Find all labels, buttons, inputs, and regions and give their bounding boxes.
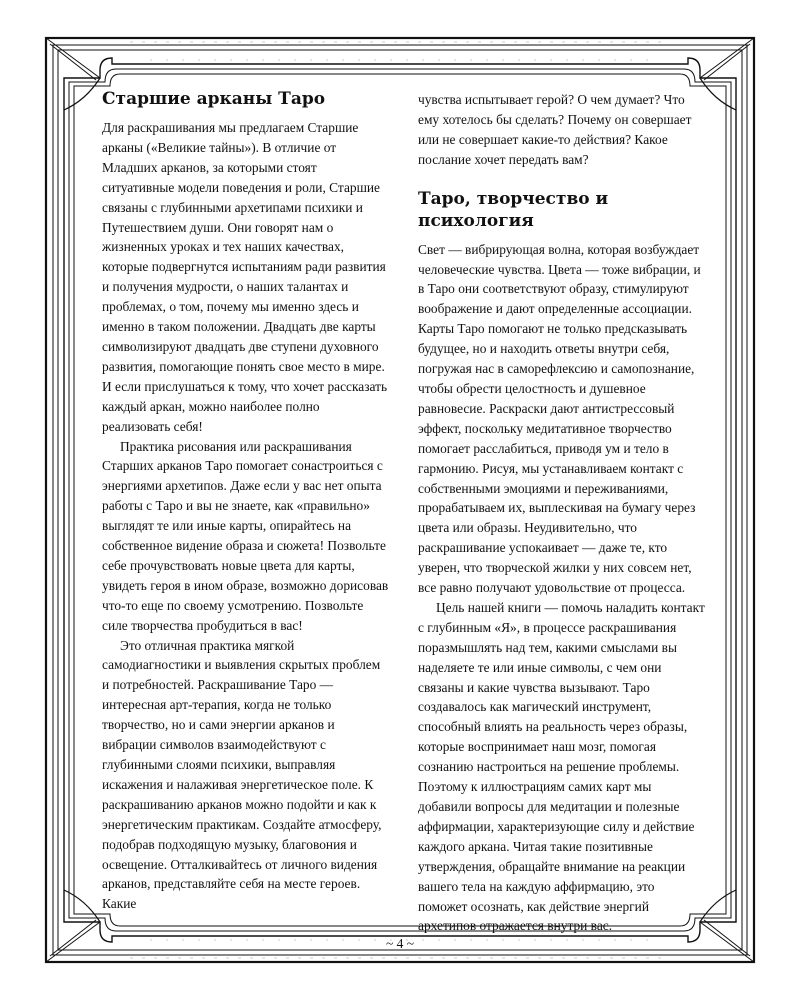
right-column (418, 90, 706, 936)
paragraph: Практика рисования или раскрашивания Старших арканов Таро помогает сонастроиться с энергиями архетипов. Даже если у вас нет опыта работы с Таро и вы не знаете, как «правильно» выглядят те или иные карты, опирайтесь на собственное видение образа и сюжета! Позвольте себе прочувствовать новые цвета для карты, увидеть героя в ином образе, возможно дорисовав что-то еще по своему усмотрению. Позвольте силе творчества пробудиться в вас! (102, 438, 389, 633)
section-title-tarot-creativity-psychology: Таро, творчество и психология (418, 188, 609, 231)
left-column (102, 88, 390, 914)
paragraph: Это отличная практика мягкой самодиагностики и выявления скрытых проблем и потребностей. Раскрашивание Таро — интересная арт-терапия, когда не только творчество, но и сами энергии арканов и вибрации символов взаимодействуют с глубинными слоями психики, выправляя искажения и налаживая энергетическое поле. К раскрашиванию арканов можно подойти и как к энергетическим практикам. Создайте атмосферу, подобрав подходящую музыку, благовония и освещение. Отталкивайтесь от личного видения арканов, представляйте себя на месте героев. Какие (102, 637, 382, 912)
paragraph: Для раскрашивания мы предлагаем Старшие арканы («Великие тайны»). В отличие от Младших арканов, за которыми стоят ситуативные модели поведения и роли, Старшие связаны с глубинными архетипами психики и Путешествием души. Они говорят нам о жизненных уроках и тех наших качествах, которые подвергнутся испытаниям ради развития и получения мудрости, о наших талантах и проблемах, о том, почему мы именно здесь и именно в таком положении. Двадцать две карты символизируют двадцать две ступени духовного развития, помогающие понять свое место в мире. И если прислушаться к тому, что хочет рассказать каждый аркан, можно наиболее полно реализовать себя! (102, 120, 388, 434)
paragraph: Свет — вибрирующая волна, которая возбуждает человеческие чувства. Цвета — тоже вибрации, и в Таро они соответствуют образу, стимулируют воображение и дают определенные ассоциации. Карты Таро помогают не только предсказывать будущее, но и находить ответы внутри себя, погружая нас в саморефлексию и самопознание, чтобы обрести целостность и душевное равновесие. Раскраски дают антистрессовый эффект, поскольку медитативное творчество помогает расслабиться, приводя ум и тело в гармонию. Рисуя, мы устанавливаем контакт с собственными эмоциями и переживаниями, прорабатываем их, выплескивая на бумагу через цвета или образы. Неудивительно, что раскрашивание успокаивает — даже те, кто уверен, что творческой жилки у них совсем нет, все равно получают удовольствие от процесса. (418, 241, 701, 596)
section-title-major-arcana: Старшие арканы Таро (102, 89, 326, 109)
paragraph: чувства испытывает герой? О чем думает? Что ему хотелось бы сделать? Почему он совершает или не совершает какие-то действия? Какое послание хочет передать вам? (418, 92, 692, 167)
page-number: ~ 4 ~ (385, 936, 415, 951)
paragraph: Цель нашей книги — помочь наладить контакт с глубинным «Я», в процессе раскрашивания поразмышлять над тем, какими смыслами вы наделяете те или иные символы, с чем они связаны и какие чувства вызывают. Таро создавалось как магический инструмент, способный влиять на реальность через образы, которые воспринимает наш мозг, помогая сознанию настроиться на решение проблемы. Поэтому к иллюстрациям самих карт мы добавили вопросы для медитации и полезные аффирмации, характеризующие силу и действие каждого аркана. Читая такие позитивные утверждения, обращайте внимание на реакции вашего тела на каждую аффирмацию, это поможет осознать, как действие энергий архетипов отражается внутри вас. (418, 599, 705, 934)
